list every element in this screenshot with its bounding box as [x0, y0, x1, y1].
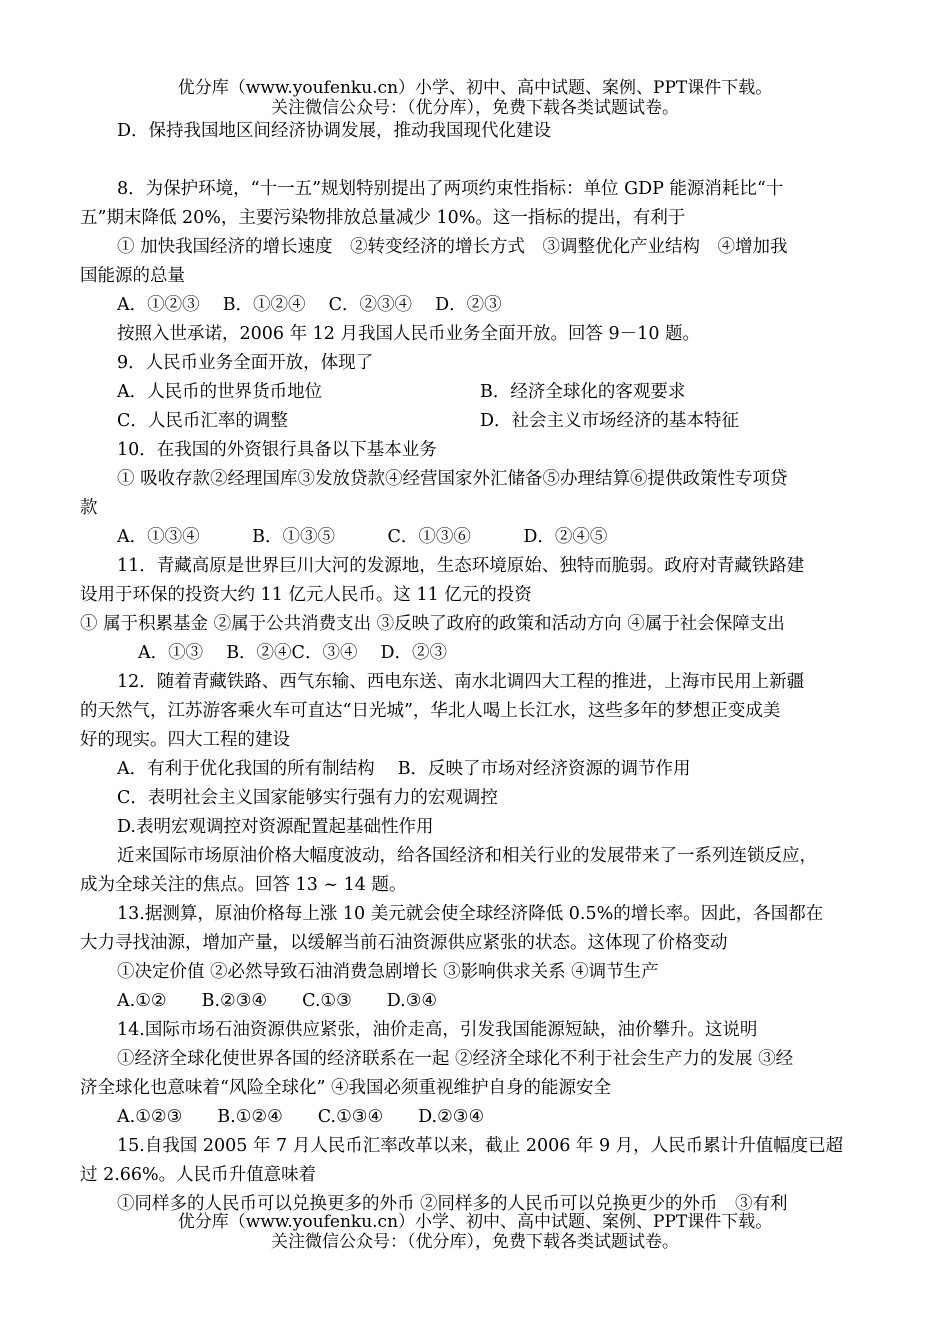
question-10-items-line-2: 款 — [80, 498, 98, 518]
header-line-2: 关注微信公众号：（优分库），免费下载各类试题试卷。 — [271, 98, 679, 118]
question-11-stem-line-1: 11．青藏高原是世界巨川大河的发源地，生态环境原始、独特而脆弱。政府对青藏铁路建 — [117, 556, 805, 576]
question-13-stem-line-1: 13.据测算，原油价格每上涨 10 美元就会使全球经济降低 0.5%的增长率。因此，各国都在 — [117, 904, 824, 924]
question-8-items-line-2: 国能源的总量 — [80, 266, 185, 286]
question-14-options: A.①②③ B.①②④ C.①③④ D.②③④ — [117, 1107, 485, 1127]
document-body — [80, 117, 875, 1219]
question-9-option-a: A．人民币的世界货币地位 — [117, 382, 323, 402]
question-12-option-c: C．表明社会主义国家能够实行强有力的宏观调控 — [117, 788, 498, 808]
question-8-stem-line-2: 五”期末降低 20%，主要污染物排放总量减少 10%。这一指标的提出，有利于 — [80, 208, 686, 228]
question-9-options-row-1 — [80, 378, 875, 407]
question-8-items-line-1: ① 加快我国经济的增长速度 ②转变经济的增长方式 ③调整优化产业结构 ④增加我 — [117, 237, 788, 257]
blank-gap — [80, 146, 875, 175]
question-12-stem-line-1: 12．随着青藏铁路、西气东输、西电东送、南水北调四大工程的推进，上海市民用上新疆 — [117, 672, 805, 692]
question-9-option-d: D．社会主义市场经济的基本特征 — [480, 411, 740, 431]
question-8-options: A．①②③ B．①②④ C．②③④ D．②③ — [117, 295, 502, 315]
header-line-1: 优分库（www.youfenku.cn）小学、初中、高中试题、案例、PPT课件下载。 — [177, 78, 773, 98]
question-7-option-d: D．保持我国地区间经济协调发展，推动我国现代化建设 — [117, 121, 552, 141]
footer-line-2: 关注微信公众号：（优分库），免费下载各类试题试卷。 — [271, 1232, 679, 1252]
page-header — [0, 78, 950, 118]
footer-line-1: 优分库（www.youfenku.cn）小学、初中、高中试题、案例、PPT课件下载。 — [177, 1212, 773, 1232]
page-footer — [0, 1212, 950, 1252]
question-15-stem-line-2: 过 2.66%。人民币升值意味着 — [80, 1165, 317, 1185]
question-12-option-d: D.表明宏观调控对资源配置起基础性作用 — [117, 817, 434, 837]
question-12-stem-line-3: 好的现实。四大工程的建设 — [80, 730, 290, 750]
question-9-options-row-2 — [80, 407, 875, 436]
question-13-14-intro-line-1: 近来国际市场原油价格大幅度波动，给各国经济和相关行业的发展带来了一系列连锁反应， — [117, 846, 817, 866]
question-10-stem: 10．在我国的外资银行具备以下基本业务 — [117, 440, 437, 460]
question-14-stem: 14.国际市场石油资源供应紧张，油价走高，引发我国能源短缺，油价攀升。这说明 — [117, 1020, 758, 1040]
question-9-stem: 9．人民币业务全面开放，体现了 — [117, 353, 374, 373]
question-13-stem-line-2: 大力寻找油源，增加产量，以缓解当前石油资源供应紧张的状态。这体现了价格变动 — [80, 933, 728, 953]
question-14-items-line-1: ①经济全球化使世界各国的经济联系在一起 ②经济全球化不利于社会生产力的发展 ③经 — [117, 1049, 794, 1069]
question-12-options-ab: A．有利于优化我国的所有制结构 B．反映了市场对经济资源的调节作用 — [117, 759, 691, 779]
question-9-10-intro: 按照入世承诺，2006 年 12 月我国人民币业务全面开放。回答 9－10 题。 — [117, 324, 701, 344]
question-11-options: A．①③ B．②④C．③④ D．②③ — [138, 643, 448, 663]
question-9-option-b: B．经济全球化的客观要求 — [480, 382, 686, 402]
question-8-stem-line-1: 8．为保护环境，“十一五”规划特别提出了两项约束性指标：单位 GDP 能源消耗比“十 — [117, 179, 784, 199]
question-10-items-line-1: ① 吸收存款②经理国库③发放贷款④经营国家外汇储备⑤办理结算⑥提供政策性专项贷 — [117, 469, 788, 489]
question-9-option-c: C．人民币汇率的调整 — [117, 411, 288, 431]
question-13-options: A.①② B.②③④ C.①③ D.③④ — [117, 991, 438, 1011]
question-11-stem-line-2: 设用于环保的投资大约 11 亿元人民币。这 11 亿元的投资 — [80, 585, 532, 605]
question-15-items-line-1: ①同样多的人民币可以兑换更多的外币 ②同样多的人民币可以兑换更少的外币 ③有利 — [117, 1194, 788, 1214]
question-14-items-line-2: 济全球化也意味着“风险全球化” ④我国必须重视维护自身的能源安全 — [80, 1078, 611, 1098]
question-13-items: ①决定价值 ②必然导致石油消费急剧增长 ③影响供求关系 ④调节生产 — [117, 962, 659, 982]
question-15-stem-line-1: 15.自我国 2005 年 7 月人民币汇率改革以来，截止 2006 年 9 月，人民币累计升值幅度已超 — [117, 1136, 844, 1156]
question-12-stem-line-2: 的天然气，江苏游客乘火车可直达“日光城”，华北人喝上长江水，这些多年的梦想正变成美 — [80, 701, 781, 721]
question-13-14-intro-line-2: 成为全球关注的焦点。回答 13 ~ 14 题。 — [80, 875, 407, 895]
question-11-items: ① 属于积累基金 ②属于公共消费支出 ③反映了政府的政策和活动方向 ④属于社会保障支出 — [80, 614, 785, 634]
question-10-options: A．①③④ B．①③⑤ C．①③⑥ D．②④⑤ — [117, 527, 608, 547]
